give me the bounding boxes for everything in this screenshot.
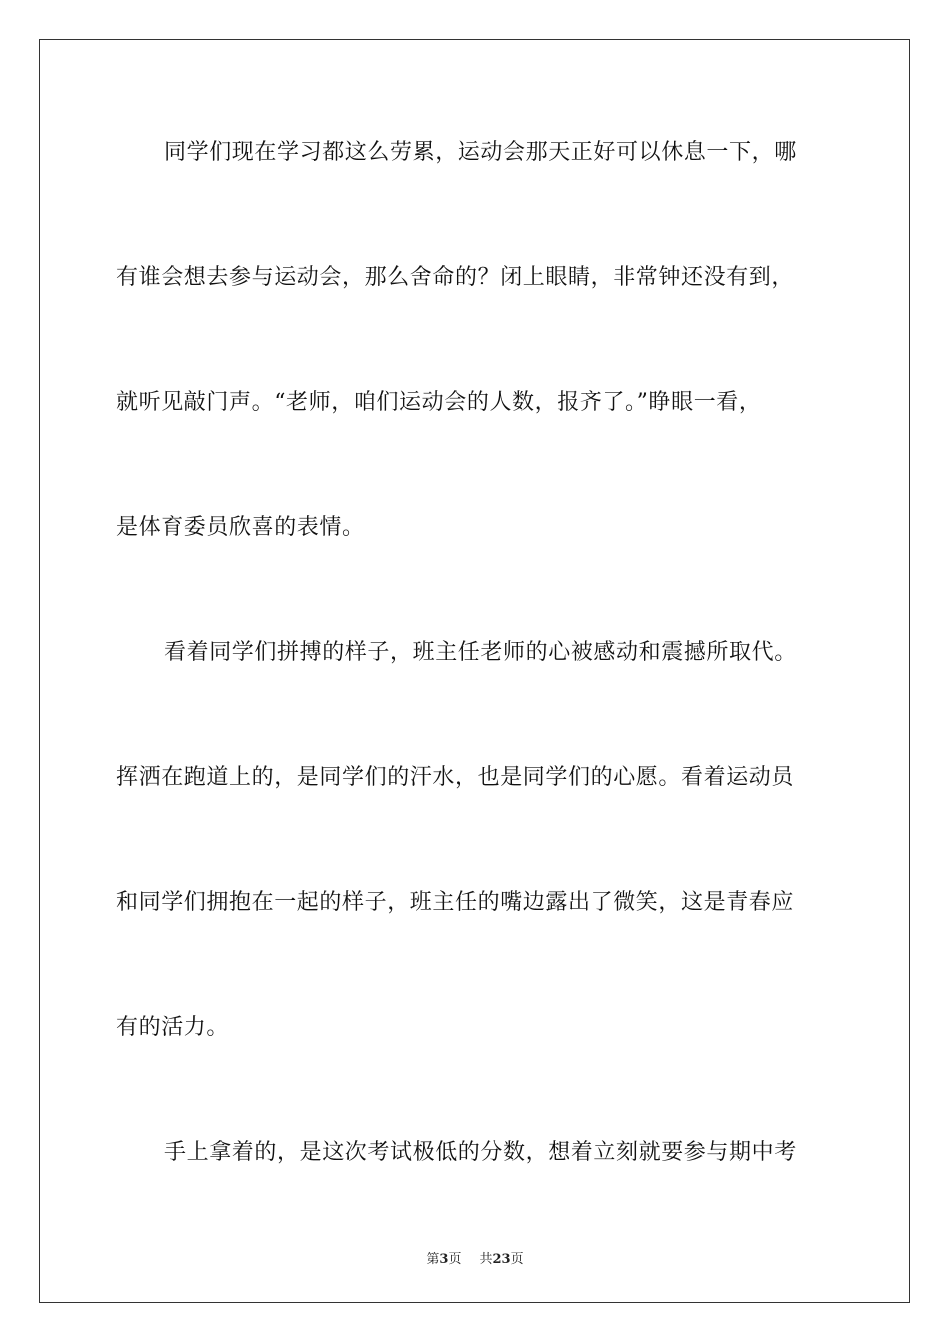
paragraph-line: 是体育委员欣喜的表情。 [116,515,365,540]
footer-total-suffix: 页 [510,1252,524,1267]
paragraph-line: 和同学们拥抱在一起的样子，班主任的嘴边露出了微笑，这是青春应 [116,890,795,915]
page-footer [0,1248,950,1267]
footer-total-number: 23 [492,1252,511,1267]
paragraph-line: 手上拿着的，是这次考试极低的分数，想着立刻就要参与期中考 [164,1140,797,1165]
paragraph-line: 挥洒在跑道上的，是同学们的汗水，也是同学们的心愿。看着运动员 [116,765,795,790]
paragraph-line: 同学们现在学习都这么劳累，运动会那天正好可以休息一下，哪 [164,140,797,165]
paragraph-line: 有谁会想去参与运动会，那么舍命的？闭上眼睛，非常钟还没有到， [116,265,795,290]
footer-page-suffix: 页 [448,1252,462,1267]
footer-total-prefix: 共 [479,1252,493,1267]
footer-page-prefix: 第 [426,1252,440,1267]
paragraph-line: 有的活力。 [116,1015,230,1040]
paragraph-line: 就听见敲门声。“老师，咱们运动会的人数，报齐了。”睁眼一看， [116,390,762,415]
footer-page-number: 3 [439,1252,449,1267]
paragraph-line: 看着同学们拼搏的样子，班主任老师的心被感动和震撼所取代。 [164,640,797,665]
